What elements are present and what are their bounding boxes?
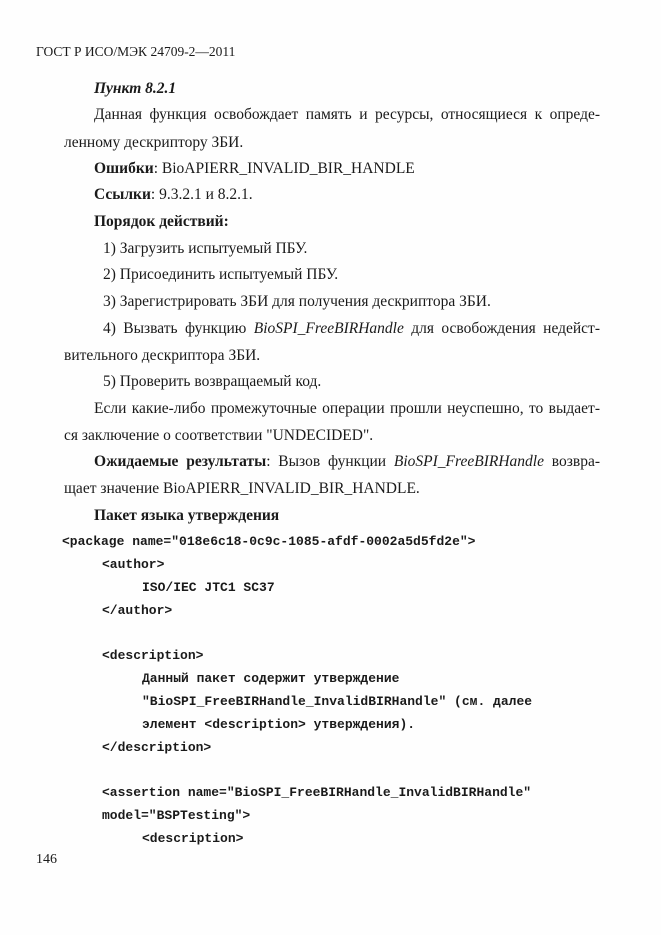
- errors-line: [94, 160, 415, 178]
- code-description-text-3: элемент <description> утверждения).: [142, 717, 416, 732]
- step-5: 5) Проверить возвращаемый код.: [103, 373, 322, 390]
- code-author-value: ISO/IEC JTC1 SC37: [142, 580, 275, 595]
- code-assertion-open: <assertion name="BioSPI_FreeBIRHandle_InvalidBIRHandle": [102, 785, 532, 800]
- expected-results-line-2: щает значение BioAPIERR_INVALID_BIR_HANDLE.: [64, 480, 420, 497]
- expected-results-label: Ожидаемые результаты: [94, 453, 267, 470]
- code-author-open: <author>: [102, 557, 165, 572]
- references-value: : 9.3.2.1 и 8.2.1.: [150, 186, 253, 203]
- expected-results-text: : Вызов функции: [266, 453, 394, 470]
- step-4-function-name: BioSPI_FreeBIRHandle: [253, 320, 404, 337]
- steps-heading: Порядок действий:: [94, 213, 229, 230]
- code-description-text-2: "BioSPI_FreeBIRHandle_InvalidBIRHandle" (см. далее: [142, 694, 533, 709]
- undecided-line-1: Если какие-либо промежуточные операции прошли неуспешно, то выдает-: [94, 400, 600, 417]
- code-description-close: </description>: [102, 740, 212, 755]
- section-title: Пункт 8.2.1: [94, 80, 177, 97]
- code-author-close: </author>: [102, 603, 173, 618]
- errors-label: Ошибки: [94, 160, 154, 177]
- code-assertion-model: model="BSPTesting">: [102, 808, 251, 823]
- description-line-2: ленному дескриптору ЗБИ.: [64, 134, 244, 151]
- errors-value: : BioAPIERR_INVALID_BIR_HANDLE: [153, 160, 415, 177]
- undecided-line-2: ся заключение о соответствии "UNDECIDED".: [64, 427, 374, 444]
- description-line-1: Данная функция освобождает память и ресурсы, относящиеся к опреде-: [94, 106, 600, 123]
- references-label: Ссылки: [94, 186, 151, 203]
- page-number: 146: [36, 852, 57, 867]
- code-assertion-description-open: <description>: [142, 831, 244, 846]
- code-description-text-1: Данный пакет содержит утверждение: [142, 671, 400, 686]
- standard-header: ГОСТ Р ИСО/МЭК 24709-2—2011: [36, 44, 236, 59]
- step-4-suffix: для освобождения недейст-: [403, 320, 600, 337]
- expected-results-suffix: возвра-: [543, 453, 600, 470]
- step-3: 3) Зарегистрировать ЗБИ для получения дескриптора ЗБИ.: [103, 293, 491, 310]
- step-1: 1) Загрузить испытуемый ПБУ.: [103, 240, 308, 257]
- step-4-line-1: [103, 320, 600, 338]
- code-package-open: <package name="018e6c18-0c9c-1085-afdf-0002a5d5fd2e">: [62, 534, 476, 549]
- expected-results-line-1: [94, 453, 600, 471]
- step-2: 2) Присоединить испытуемый ПБУ.: [103, 266, 339, 283]
- package-heading: Пакет языка утверждения: [94, 507, 280, 524]
- step-4-line-2: вительного дескриптора ЗБИ.: [64, 347, 261, 364]
- expected-results-function-name: BioSPI_FreeBIRHandle: [393, 453, 544, 470]
- code-description-open: <description>: [102, 648, 204, 663]
- references-line: [94, 186, 253, 204]
- step-4-prefix: 4) Вызвать функцию: [103, 320, 254, 337]
